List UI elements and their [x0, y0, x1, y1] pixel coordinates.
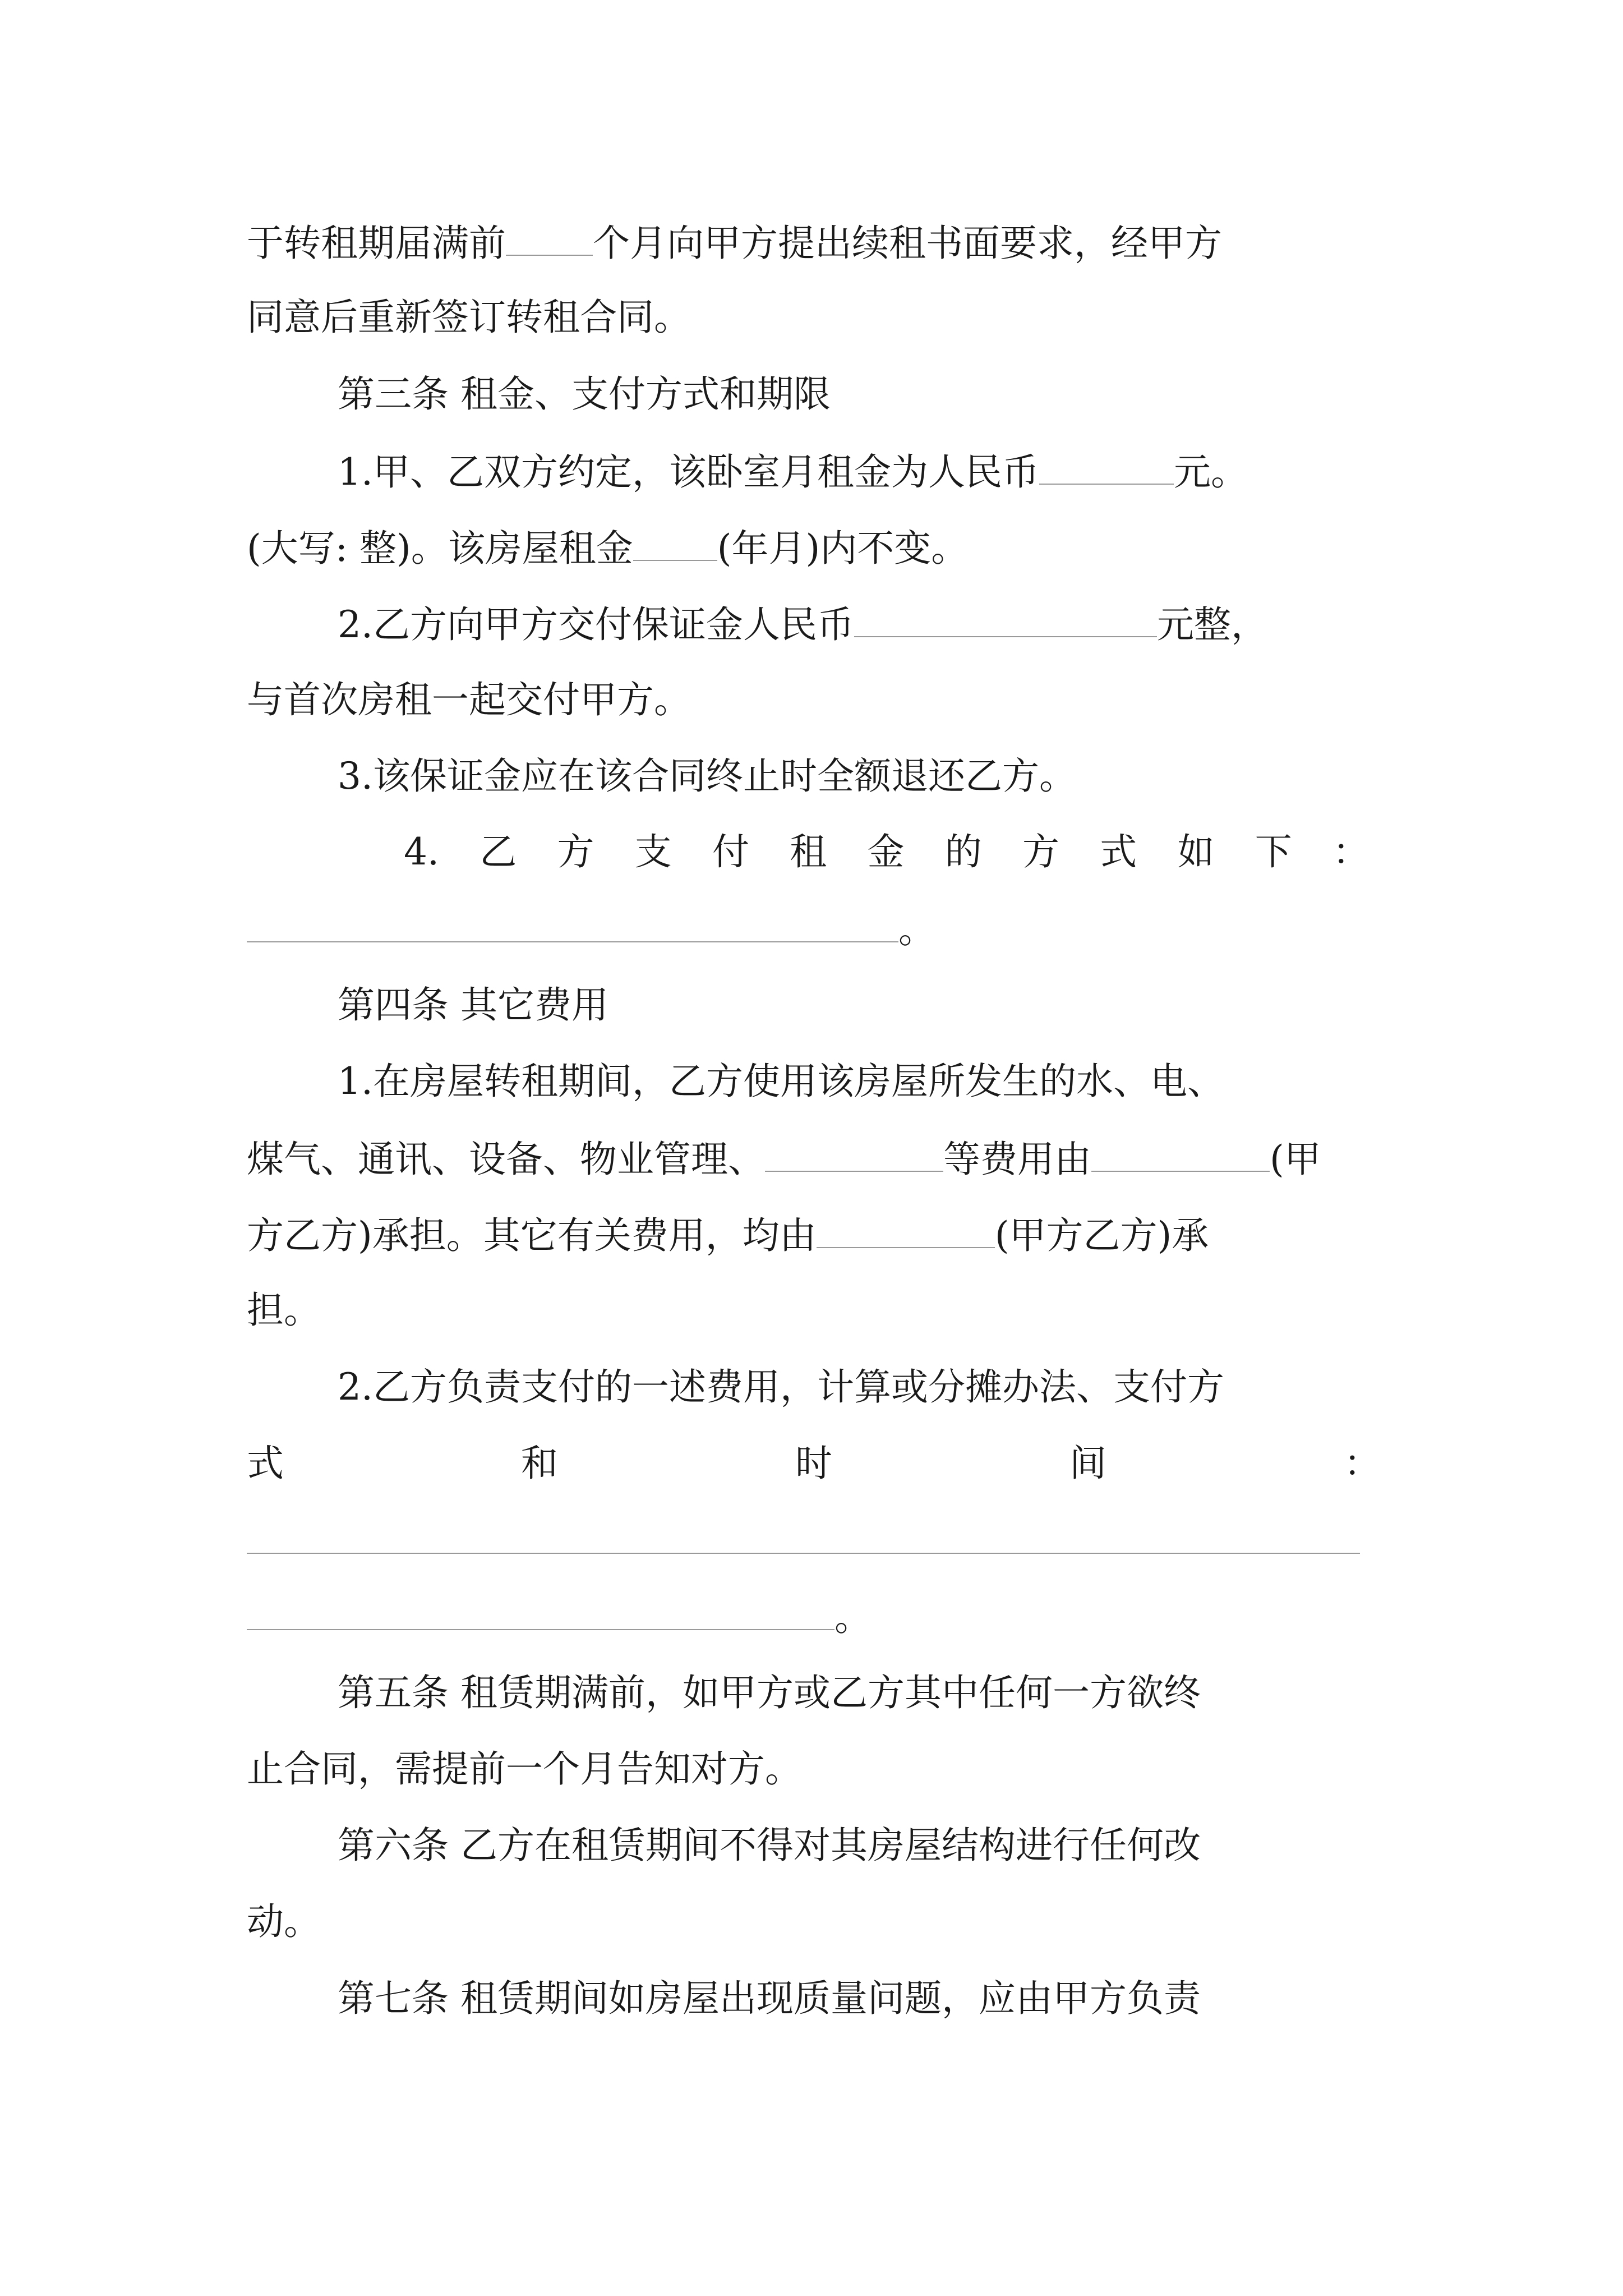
text-fragment: 。: [834, 1596, 872, 1639]
text-fragment: (甲方乙方)承: [994, 1214, 1209, 1257]
text-char: 和: [521, 1442, 558, 1485]
fill-blank[interactable]: [1091, 1139, 1270, 1172]
text-line-justified: [247, 1442, 1381, 1485]
text-line: [338, 450, 1248, 494]
text-fragment: 。: [898, 908, 935, 951]
fill-blank[interactable]: [633, 528, 717, 561]
text-line: 止合同，需提前一个月告知对方。: [247, 1747, 802, 1791]
text-fragment: (大写: 整)。该房屋租金: [247, 527, 633, 570]
article-heading: 第四条 其它费用: [338, 983, 608, 1027]
text-line: 第六条 乙方在租赁期间不得对其房屋结构进行任何改: [338, 1824, 1201, 1867]
text-char: 方: [1022, 830, 1059, 873]
text-char: 间: [1069, 1442, 1106, 1485]
text-line: 2.乙方负责支付的一述费用，计算或分摊办法、支付方: [338, 1365, 1224, 1409]
text-line: 动。: [247, 1900, 321, 1943]
text-line: [247, 910, 935, 949]
text-line: 第五条 租赁期满前，如甲方或乙方其中任何一方欲终: [338, 1671, 1201, 1714]
text-fragment: 方乙方)承担。其它有关费用，均由: [247, 1214, 817, 1257]
text-fragment: (年月)内不变。: [717, 527, 969, 570]
article-heading: 第三条 租金、支付方式和期限: [338, 372, 831, 416]
fill-blank[interactable]: [1039, 452, 1174, 485]
text-line: 1.在房屋转租期间，乙方使用该房屋所发生的水、电、: [338, 1060, 1224, 1103]
text-char: 的: [944, 830, 982, 873]
text-line: 3.该保证金应在该合同终止时全额退还乙方。: [338, 754, 1076, 798]
text-char: 时: [795, 1442, 832, 1485]
fill-blank[interactable]: [247, 1598, 834, 1630]
text-line: 同意后重新签订转租合同。: [247, 296, 691, 339]
text-char: 下: [1255, 830, 1292, 873]
text-line: 与首次房租一起交付甲方。: [247, 678, 691, 721]
text-char: 如: [1177, 830, 1215, 873]
text-line: [247, 527, 969, 570]
text-char: ：: [1344, 1442, 1381, 1485]
text-fragment: 个月向甲方提出续租书面要求，经甲方: [593, 222, 1222, 265]
text-char: 金: [867, 830, 905, 873]
text-line: [247, 222, 1222, 265]
text-fragment: (甲: [1270, 1138, 1321, 1181]
fill-blank[interactable]: [506, 223, 593, 256]
text-line: [338, 603, 1268, 646]
text-char: 支: [634, 830, 672, 873]
fill-blank[interactable]: [247, 910, 898, 942]
text-char: 式: [247, 1442, 284, 1485]
text-char: 方: [557, 830, 594, 873]
text-line: [247, 1138, 1321, 1181]
text-fragment: 煤气、通讯、设备、物业管理、: [247, 1138, 765, 1181]
fill-blank[interactable]: [817, 1216, 995, 1248]
text-fragment: 于转租期届满前: [247, 222, 506, 265]
text-line: [247, 1214, 1209, 1257]
text-fragment: 元整，: [1156, 603, 1268, 646]
text-line: 担。: [247, 1289, 321, 1332]
text-fragment: 等费用由: [943, 1138, 1091, 1181]
text-line: [247, 1596, 872, 1639]
text-line-justified: [404, 830, 1370, 873]
fill-blank[interactable]: [765, 1139, 943, 1172]
text-line: 第七条 租赁期间如房屋出现质量问题，应由甲方负责: [338, 1977, 1201, 2020]
text-fragment: 1.甲、乙双方约定，该卧室月租金为人民币: [338, 450, 1039, 494]
text-fragment: 2.乙方向甲方交付保证金人民币: [338, 603, 854, 646]
text-char: 式: [1100, 830, 1137, 873]
text-char: 4.: [404, 830, 439, 873]
text-char: 乙: [479, 830, 517, 873]
fill-blank-line[interactable]: [247, 1553, 1360, 1554]
fill-blank[interactable]: [854, 605, 1157, 637]
text-char: 付: [712, 830, 749, 873]
text-fragment: 元。: [1173, 450, 1248, 494]
text-char: ：: [1332, 830, 1370, 873]
text-char: 租: [790, 830, 827, 873]
